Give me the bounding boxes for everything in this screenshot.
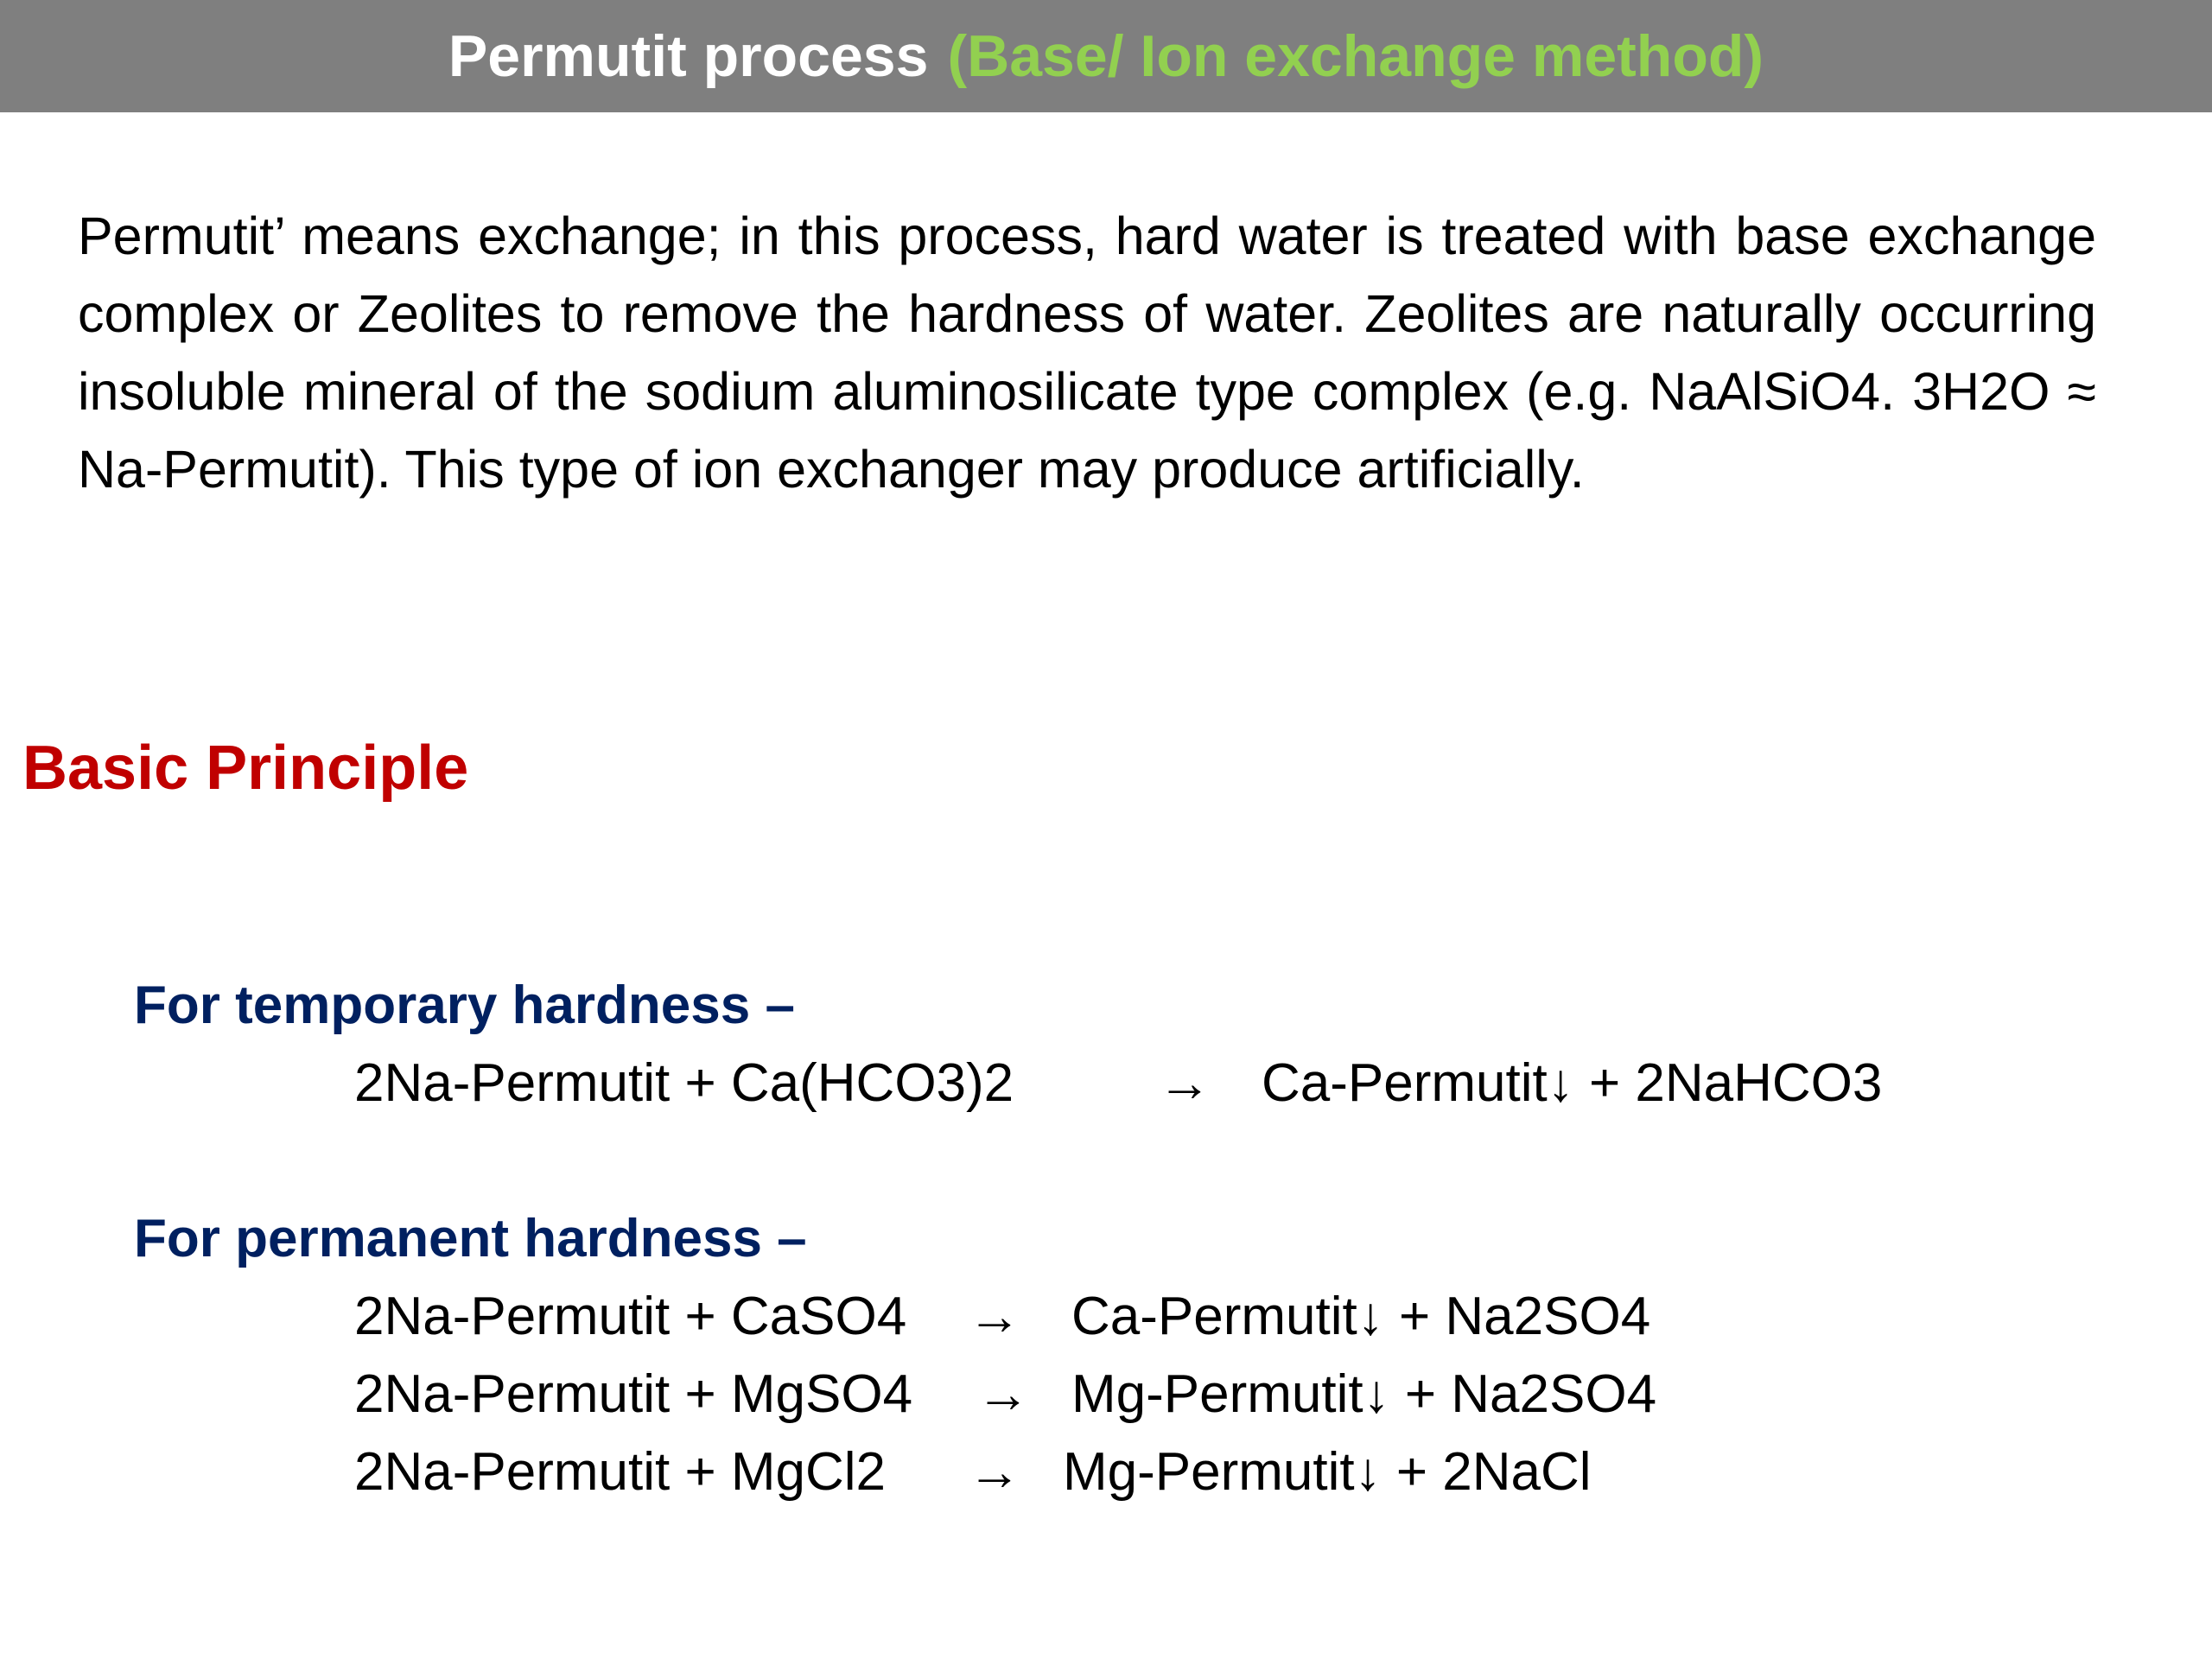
reaction-arrow: →: [968, 1287, 1021, 1346]
basic-principle-heading: Basic Principle: [22, 734, 469, 803]
permanent-equation: [354, 1441, 1592, 1503]
intro-paragraph: Permutit’ means exchange; in this process, hard water is treated with base exchange complex or Zeolites to remove the hardness of water. Zeolites are naturally occurring insoluble mineral of the sodium aluminosilicate type complex (e.g. NaAlSiO4. 3H2O ≈ Na-Permutit). This type of ion exchanger may produce artificially.: [78, 207, 2096, 499]
equation-reactants: 2Na-Permutit + CaSO4: [354, 1287, 907, 1346]
reaction-arrow: →: [976, 1364, 1030, 1424]
permanent-hardness-heading: For permanent hardness –: [134, 1209, 807, 1268]
equation-products: Ca-Permutit↓ + 2NaHCO3: [1262, 1053, 1883, 1113]
temporary-equation: [354, 1052, 1882, 1114]
permanent-equation: [354, 1286, 1650, 1347]
reaction-arrow: →: [1158, 1053, 1211, 1113]
slide-title: [0, 0, 2212, 112]
slide-title-accent: (Base/ Ion exchange method): [947, 23, 1764, 89]
equation-reactants: 2Na-Permutit + MgCl2: [354, 1442, 887, 1502]
equation-reactants: 2Na-Permutit + MgSO4: [354, 1364, 913, 1424]
permanent-equation: [354, 1363, 1656, 1425]
equation-reactants: 2Na-Permutit + Ca(HCO3)2: [354, 1053, 1014, 1113]
equation-products: Mg-Permutit↓ + 2NaCl: [1063, 1442, 1592, 1502]
equation-products: Ca-Permutit↓ + Na2SO4: [1071, 1287, 1651, 1346]
equation-products: Mg-Permutit↓ + Na2SO4: [1071, 1364, 1657, 1424]
reaction-arrow: →: [968, 1442, 1021, 1502]
temporary-hardness-heading: For temporary hardness –: [134, 976, 795, 1035]
slide-title-main: Permutit process: [448, 23, 929, 89]
